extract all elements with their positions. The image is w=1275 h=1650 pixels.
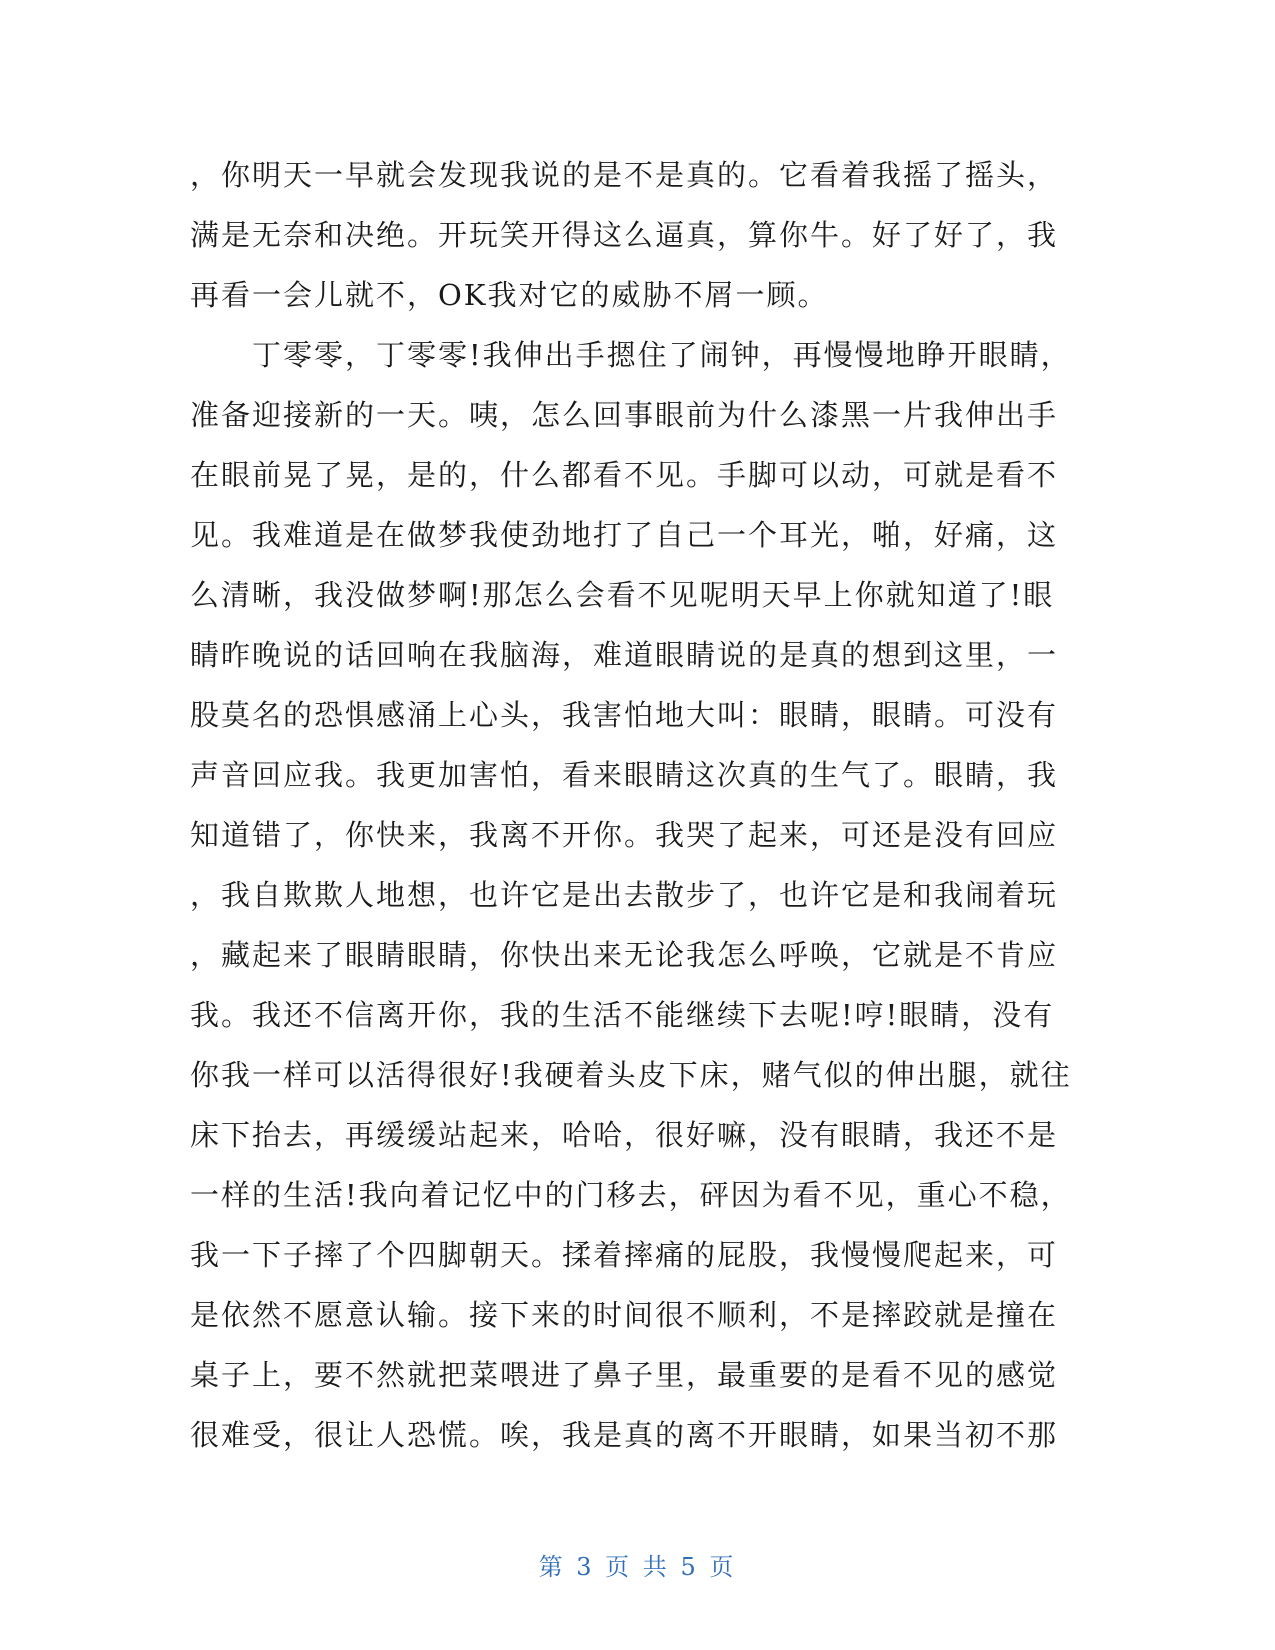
text-line-2: 满是无奈和决绝。开玩笑开得这么逼真，算你牛。好了好了，我 [190,218,1059,252]
text-line-9: 睛昨晚说的话回响在我脑海，难道眼睛说的是真的想到这里，一 [190,638,1059,672]
text-line-14: ，藏起来了眼睛眼睛，你快出来无论我怎么呼唤，它就是不肯应 [190,938,1059,972]
text-line-17: 床下抬去，再缓缓站起来，哈哈，很好嘛，没有眼睛，我还不是 [190,1118,1059,1152]
text-line-5: 准备迎接新的一天。咦，怎么回事眼前为什么漆黑一片我伸出手 [190,398,1059,432]
text-line-19: 我一下子摔了个四脚朝天。揉着摔痛的屁股，我慢慢爬起来，可 [190,1238,1059,1272]
body-text [190,145,1090,1465]
text-line-13: ，我自欺欺人地想，也许它是出去散步了，也许它是和我闹着玩 [190,878,1059,912]
text-line-6: 在眼前晃了晃，是的，什么都看不见。手脚可以动，可就是看不 [190,458,1059,492]
text-line-16: 你我一样可以活得很好!我硬着头皮下床，赌气似的伸出腿，就往 [190,1058,1072,1092]
text-line-8: 么清晰，我没做梦啊!那怎么会看不见呢明天早上你就知道了!眼 [190,578,1055,612]
text-line-3: 再看一会儿就不，OK我对它的威胁不屑一顾。 [190,278,829,312]
text-line-1: ，你明天一早就会发现我说的是不是真的。它看着我摇了摇头， [190,158,1059,192]
text-line-18: 一样的生活!我向着记忆中的门移去，砰因为看不见，重心不稳， [190,1178,1072,1212]
page-number-label: 第 3 页 共 5 页 [538,1553,737,1581]
text-line-21: 桌子上，要不然就把菜喂进了鼻子里，最重要的是看不见的感觉 [190,1358,1059,1392]
page-number-footer [0,1547,1275,1582]
text-line-22: 很难受，很让人恐慌。唉，我是真的离不开眼睛，如果当初不那 [190,1418,1059,1452]
text-line-10: 股莫名的恐惧感涌上心头，我害怕地大叫：眼睛，眼睛。可没有 [190,698,1059,732]
text-line-20: 是依然不愿意认输。接下来的时间很不顺利，不是摔跤就是撞在 [190,1298,1059,1332]
text-line-4: 丁零零，丁零零!我伸出手摁住了闹钟，再慢慢地睁开眼睛， [190,338,1072,372]
text-line-15: 我。我还不信离开你，我的生活不能继续下去呢!哼!眼睛，没有 [190,998,1055,1032]
text-line-11: 声音回应我。我更加害怕，看来眼睛这次真的生气了。眼睛，我 [190,758,1059,792]
text-line-12: 知道错了，你快来，我离不开你。我哭了起来，可还是没有回应 [190,818,1059,852]
text-line-7: 见。我难道是在做梦我使劲地打了自己一个耳光，啪，好痛，这 [190,518,1059,552]
